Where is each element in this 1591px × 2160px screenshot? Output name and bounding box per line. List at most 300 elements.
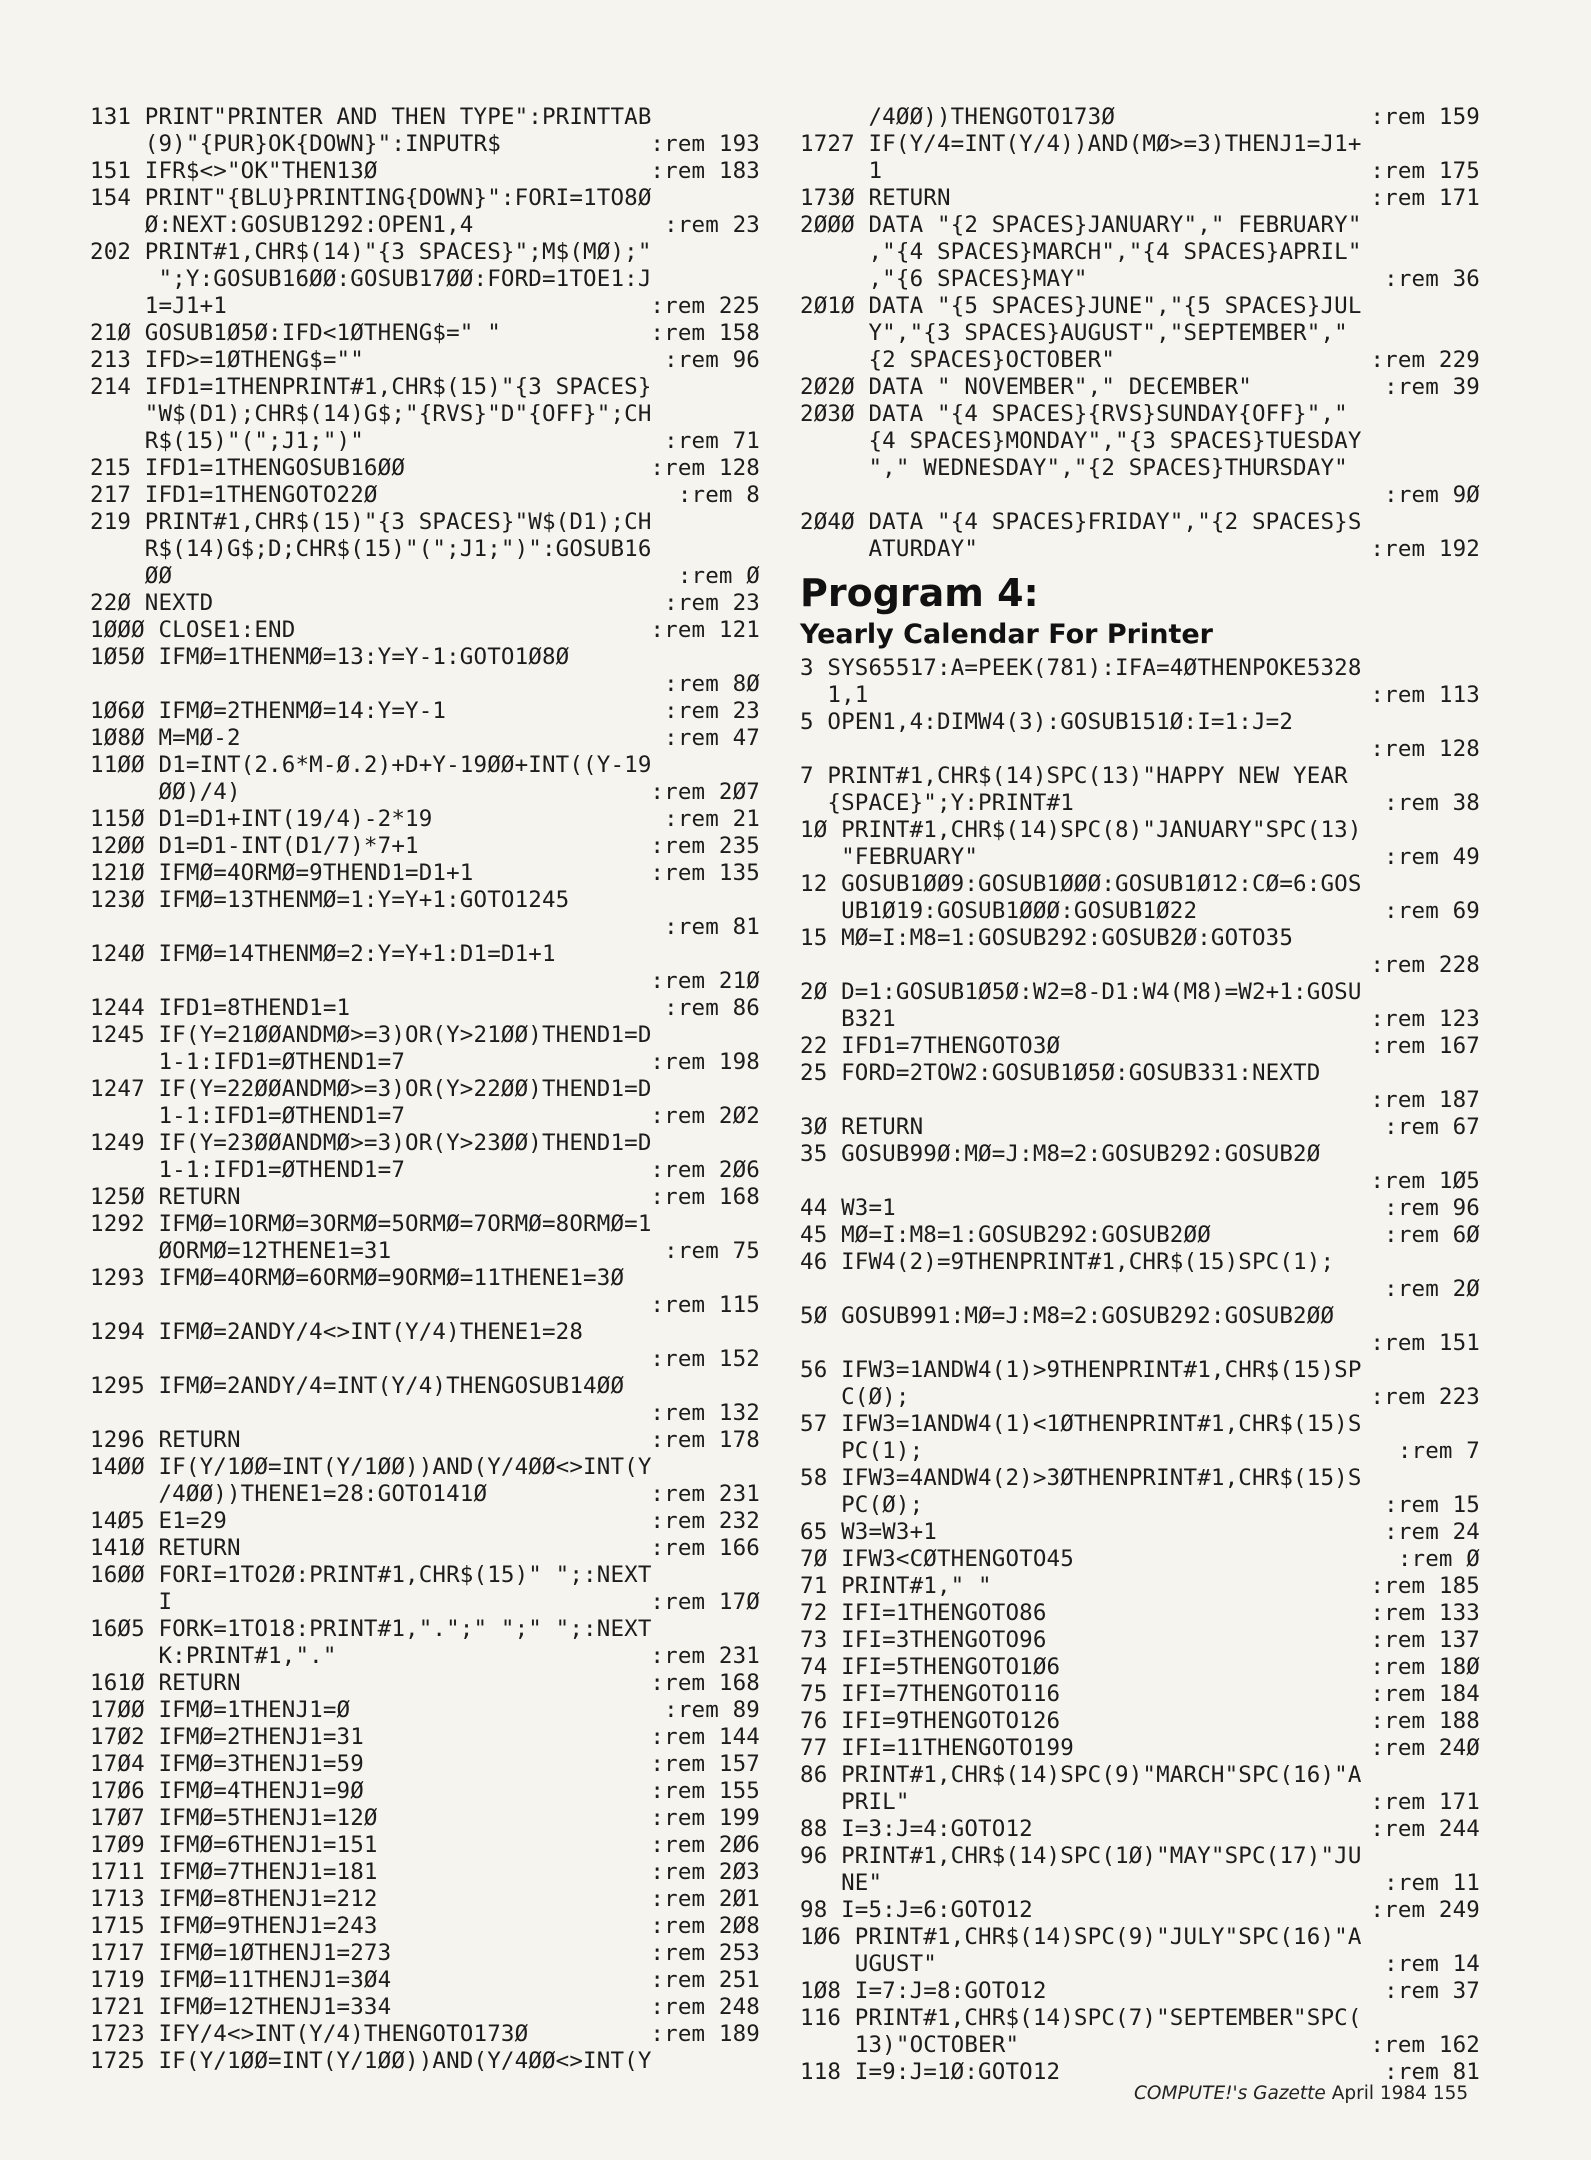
code-text: 115Ø D1=D1+INT(19/4)-2*19: [90, 806, 433, 832]
code-text: "FEBRUARY": [800, 844, 979, 870]
code-text: "W$(D1);CHR$(14)G$;"{RVS}"D"{OFF}";CH: [90, 401, 652, 427]
code-line: [800, 1897, 1480, 1924]
code-line: [90, 1859, 760, 1886]
code-line: [800, 1303, 1480, 1330]
code-line: [800, 1492, 1480, 1519]
code-text: 173Ø RETURN: [800, 185, 951, 211]
code-line: [800, 1006, 1480, 1033]
code-text: 215 IFD1=1THENGOSUB16ØØ: [90, 455, 406, 481]
code-line: [90, 374, 760, 401]
code-line: [800, 509, 1480, 536]
issue-date: April 1984: [1331, 2083, 1427, 2104]
code-line: [90, 1454, 760, 1481]
code-line: [90, 860, 760, 887]
code-text: ,"{4 SPACES}MARCH","{4 SPACES}APRIL": [800, 239, 1362, 265]
code-line: [800, 736, 1480, 763]
rem-checksum: :rem 8: [677, 482, 760, 508]
rem-checksum: :rem 244: [1370, 1816, 1480, 1842]
code-text: 5Ø GOSUB991:MØ=J:M8=2:GOSUB292:GOSUB2ØØ: [800, 1303, 1335, 1329]
code-line: [90, 1913, 760, 1940]
code-line: [90, 1697, 760, 1724]
code-line: [90, 131, 760, 158]
rem-checksum: :rem 225: [650, 293, 760, 319]
code-line: [90, 1643, 760, 1670]
rem-checksum: :rem 159: [1370, 104, 1480, 130]
code-line: [800, 709, 1480, 736]
code-line: [90, 536, 760, 563]
code-line: [90, 1427, 760, 1454]
code-line: [800, 266, 1480, 293]
code-text: 45 MØ=I:M8=1:GOSUB292:GOSUB2ØØ: [800, 1222, 1211, 1248]
code-text: ØØ)/4): [90, 779, 241, 805]
code-line: [800, 1546, 1480, 1573]
code-text: "," WEDNESDAY","{2 SPACES}THURSDAY": [800, 455, 1348, 481]
code-text: {2 SPACES}OCTOBER": [800, 347, 1116, 373]
rem-checksum: :rem 162: [1370, 2032, 1480, 2058]
rem-checksum: :rem 2Ø6: [650, 1157, 760, 1183]
code-line: [800, 212, 1480, 239]
rem-checksum: :rem 81: [664, 914, 760, 940]
program-heading: Program 4:: [800, 571, 1039, 615]
rem-checksum: :rem 113: [1370, 682, 1480, 708]
rem-checksum: :rem 2Ø6: [650, 1832, 760, 1858]
code-text: 71 PRINT#1," ": [800, 1573, 992, 1599]
rem-checksum: :rem 228: [1370, 952, 1480, 978]
rem-checksum: :rem 24Ø: [1370, 1735, 1480, 1761]
code-text: 123Ø IFMØ=13THENMØ=1:Y=Y+1:GOTO1245: [90, 887, 570, 913]
rem-checksum: :rem 144: [650, 1724, 760, 1750]
code-text: (9)"{PUR}OK{DOWN}":INPUTR$: [90, 131, 501, 157]
code-line: [800, 1141, 1480, 1168]
rem-checksum: :rem 185: [1370, 1573, 1480, 1599]
rem-checksum: :rem 7: [1397, 1438, 1480, 1464]
code-line: [800, 1249, 1480, 1276]
code-text: 15 MØ=I:M8=1:GOSUB292:GOSUB2Ø:GOTO35: [800, 925, 1294, 951]
code-line: [800, 1087, 1480, 1114]
code-line: [90, 671, 760, 698]
code-line: [90, 1886, 760, 1913]
code-text: 1ØØØ CLOSE1:END: [90, 617, 296, 643]
code-line: [90, 1508, 760, 1535]
code-line: [800, 763, 1480, 790]
code-text: 1721 IFMØ=12THENJ1=334: [90, 1994, 392, 2020]
code-text: 17Ø6 IFMØ=4THENJ1=9Ø: [90, 1778, 364, 1804]
rem-checksum: :rem 49: [1384, 844, 1480, 870]
code-text: Ø:NEXT:GOSUB1292:OPEN1,4: [90, 212, 474, 238]
code-text: R$(15)"(";J1;")": [90, 428, 364, 454]
code-text: 17ØØ IFMØ=1THENJ1=Ø: [90, 1697, 351, 1723]
rem-checksum: :rem 21: [664, 806, 760, 832]
code-text: 35 GOSUB99Ø:MØ=J:M8=2:GOSUB292:GOSUB2Ø: [800, 1141, 1321, 1167]
code-line: [90, 806, 760, 833]
code-text: 2Ø1Ø DATA "{5 SPACES}JUNE","{5 SPACES}JUL: [800, 293, 1362, 319]
rem-checksum: :rem 198: [650, 1049, 760, 1075]
program-subheading: Yearly Calendar For Printer: [800, 619, 1213, 650]
rem-checksum: :rem 67: [1384, 1114, 1480, 1140]
code-text: {4 SPACES}MONDAY","{3 SPACES}TUESDAY: [800, 428, 1362, 454]
rem-checksum: :rem 71: [664, 428, 760, 454]
code-line: [90, 698, 760, 725]
code-text: 16Ø5 FORK=1TO18:PRINT#1,".";" ";" ";:NEXT: [90, 1616, 652, 1642]
code-line: [800, 482, 1480, 509]
code-line: [90, 104, 760, 131]
code-line: [800, 817, 1480, 844]
rem-checksum: :rem 115: [650, 1292, 760, 1318]
code-line: [90, 941, 760, 968]
rem-checksum: :rem 231: [650, 1643, 760, 1669]
code-text: 213 IFD>=1ØTHENG$="": [90, 347, 364, 373]
code-line: [90, 266, 760, 293]
rem-checksum: :rem 231: [650, 1481, 760, 1507]
code-text: 2Ø2Ø DATA " NOVEMBER"," DECEMBER": [800, 374, 1252, 400]
code-text: 1293 IFMØ=4ORMØ=6ORMØ=9ORMØ=11THENE1=3Ø: [90, 1265, 625, 1291]
code-line: [800, 1411, 1480, 1438]
rem-checksum: :rem 6Ø: [1384, 1222, 1480, 1248]
code-text: UB1Ø19:GOSUB1ØØØ:GOSUB1Ø22: [800, 898, 1198, 924]
code-text: 11ØØ D1=INT(2.6*M-Ø.2)+D+Y-19ØØ+INT((Y-19: [90, 752, 652, 778]
code-text: 12 GOSUB1ØØ9:GOSUB1ØØØ:GOSUB1Ø12:CØ=6:GOS: [800, 871, 1362, 897]
code-text: 124Ø IFMØ=14THENMØ=2:Y=Y+1:D1=D1+1: [90, 941, 556, 967]
code-text: 98 I=5:J=6:GOTO12: [800, 1897, 1033, 1923]
rem-checksum: :rem 157: [650, 1751, 760, 1777]
code-line: [90, 239, 760, 266]
code-line: [800, 2032, 1480, 2059]
code-text: 12ØØ D1=D1-INT(D1/7)*7+1: [90, 833, 419, 859]
code-text: 22Ø NEXTD: [90, 590, 214, 616]
code-line: [800, 239, 1480, 266]
rem-checksum: :rem 232: [650, 1508, 760, 1534]
rem-checksum: :rem 168: [650, 1184, 760, 1210]
code-text: 7 PRINT#1,CHR$(14)SPC(13)"HAPPY NEW YEAR: [800, 763, 1348, 789]
left-code-column: [90, 104, 760, 2075]
code-line: [90, 563, 760, 590]
code-text: C(Ø);: [800, 1384, 910, 1410]
code-text: 217 IFD1=1THENGOTO22Ø: [90, 482, 378, 508]
rem-checksum: :rem 223: [1370, 1384, 1480, 1410]
code-text: 202 PRINT#1,CHR$(14)"{3 SPACES}";M$(MØ);": [90, 239, 652, 265]
code-text: 154 PRINT"{BLU}PRINTING{DOWN}":FORI=1TO8Ø: [90, 185, 652, 211]
code-line: [800, 925, 1480, 952]
code-text: ATURDAY": [800, 536, 979, 562]
code-line: [90, 1022, 760, 1049]
code-text: 72 IFI=1THENGOTO86: [800, 1600, 1047, 1626]
code-line: [800, 455, 1480, 482]
code-line: [800, 1519, 1480, 1546]
rem-checksum: :rem 38: [1384, 790, 1480, 816]
code-line: [800, 185, 1480, 212]
code-text: 125Ø RETURN: [90, 1184, 241, 1210]
code-text: 17Ø7 IFMØ=5THENJ1=12Ø: [90, 1805, 378, 1831]
code-line: [800, 1465, 1480, 1492]
code-line: [800, 871, 1480, 898]
code-text: 1: [800, 158, 883, 184]
code-text: 44 W3=1: [800, 1195, 896, 1221]
code-text: 57 IFW3=1ANDW4(1)<1ØTHENPRINT#1,CHR$(15)S: [800, 1411, 1362, 1437]
rem-checksum: :rem 175: [1370, 158, 1480, 184]
rem-checksum: :rem 178: [650, 1427, 760, 1453]
code-text: 1Ø6 PRINT#1,CHR$(14)SPC(9)"JULY"SPC(16)"A: [800, 1924, 1362, 1950]
rem-checksum: :rem 96: [1384, 1195, 1480, 1221]
rem-checksum: :rem 75: [664, 1238, 760, 1264]
code-text: 1719 IFMØ=11THENJ1=3Ø4: [90, 1967, 392, 1993]
code-text: Y","{3 SPACES}AUGUST","SEPTEMBER",": [800, 320, 1348, 346]
rem-checksum: :rem 2Ø2: [650, 1103, 760, 1129]
rem-checksum: :rem 193: [650, 131, 760, 157]
rem-checksum: :rem 8Ø: [664, 671, 760, 697]
code-text: 2Ø4Ø DATA "{4 SPACES}FRIDAY","{2 SPACES}S: [800, 509, 1362, 535]
code-line: [800, 1222, 1480, 1249]
rem-checksum: :rem 253: [650, 1940, 760, 1966]
code-text: 1247 IF(Y=22ØØANDMØ>=3)OR(Y>22ØØ)THEND1=D: [90, 1076, 652, 1102]
code-text: PC(Ø);: [800, 1492, 924, 1518]
code-text: ØØ: [90, 563, 173, 589]
rem-checksum: :rem 96: [664, 347, 760, 373]
rem-checksum: :rem 132: [650, 1400, 760, 1426]
code-text: 1727 IF(Y/4=INT(Y/4))AND(MØ>=3)THENJ1=J1+: [800, 131, 1362, 157]
code-text: 1Ø8 I=7:J=8:GOTO12: [800, 1978, 1047, 2004]
code-line: [90, 1751, 760, 1778]
code-line: [90, 1184, 760, 1211]
rem-checksum: :rem 2Ø8: [650, 1913, 760, 1939]
code-text: 77 IFI=11THENGOTO199: [800, 1735, 1074, 1761]
code-line: [90, 1832, 760, 1859]
rem-checksum: :rem 15: [1384, 1492, 1480, 1518]
rem-checksum: :rem 183: [650, 158, 760, 184]
rem-checksum: :rem 133: [1370, 1600, 1480, 1626]
code-text: 56 IFW3=1ANDW4(1)>9THENPRINT#1,CHR$(15)SP: [800, 1357, 1362, 1383]
code-line: [90, 1319, 760, 1346]
code-line: [800, 428, 1480, 455]
program-3-continuation: [800, 104, 1480, 563]
code-text: NE": [800, 1870, 883, 1896]
code-line: [90, 1400, 760, 1427]
rem-checksum: :rem 248: [650, 1994, 760, 2020]
code-text: 75 IFI=7THENGOTO116: [800, 1681, 1061, 1707]
code-line: [800, 536, 1480, 563]
rem-checksum: :rem 171: [1370, 185, 1480, 211]
code-text: 2ØØØ DATA "{2 SPACES}JANUARY"," FEBRUARY": [800, 212, 1362, 238]
code-text: 3Ø RETURN: [800, 1114, 924, 1140]
code-line: [90, 887, 760, 914]
code-text: ,"{6 SPACES}MAY": [800, 266, 1088, 292]
rem-checksum: :rem 135: [650, 860, 760, 886]
code-line: [90, 1562, 760, 1589]
code-text: 161Ø RETURN: [90, 1670, 241, 1696]
code-text: /4ØØ))THENGOTO173Ø: [800, 104, 1116, 130]
code-line: [90, 347, 760, 374]
code-line: [800, 1330, 1480, 1357]
code-text: 1-1:IFD1=ØTHEND1=7: [90, 1049, 406, 1075]
code-text: 1713 IFMØ=8THENJ1=212: [90, 1886, 378, 1912]
code-line: [90, 212, 760, 239]
rem-checksum: :rem 86: [664, 995, 760, 1021]
rem-checksum: :rem 189: [650, 2021, 760, 2047]
code-line: [90, 320, 760, 347]
rem-checksum: :rem 171: [1370, 1789, 1480, 1815]
code-line: [800, 1627, 1480, 1654]
rem-checksum: :rem 121: [650, 617, 760, 643]
code-line: [90, 2048, 760, 2075]
code-line: [800, 131, 1480, 158]
page-number: 155: [1432, 2083, 1469, 2104]
code-line: [800, 1816, 1480, 1843]
code-text: 1725 IF(Y/1ØØ=INT(Y/1ØØ))AND(Y/4ØØ<>INT(Y: [90, 2048, 652, 2074]
code-text: 5 OPEN1,4:DIMW4(3):GOSUB151Ø:I=1:J=2: [800, 709, 1294, 735]
code-line: [90, 1994, 760, 2021]
rem-checksum: :rem 36: [1384, 266, 1480, 292]
rem-checksum: :rem 251: [650, 1967, 760, 1993]
rem-checksum: :rem 123: [1370, 1006, 1480, 1032]
rem-checksum: :rem 47: [664, 725, 760, 751]
code-line: [90, 1670, 760, 1697]
code-text: 17Ø2 IFMØ=2THENJ1=31: [90, 1724, 364, 1750]
code-line: [90, 617, 760, 644]
code-line: [800, 1168, 1480, 1195]
code-text: 76 IFI=9THENGOTO126: [800, 1708, 1061, 1734]
code-text: 219 PRINT#1,CHR$(15)"{3 SPACES}"W$(D1);CH: [90, 509, 652, 535]
code-line: [90, 509, 760, 536]
program-4-listing: [800, 655, 1480, 2086]
code-line: [90, 401, 760, 428]
code-text: 74 IFI=5THENGOTO1Ø6: [800, 1654, 1061, 1680]
code-line: [90, 968, 760, 995]
code-text: 1292 IFMØ=1ORMØ=3ORMØ=5ORMØ=7ORMØ=8ORMØ=1: [90, 1211, 652, 1237]
code-line: [800, 158, 1480, 185]
code-line: [90, 1346, 760, 1373]
rem-checksum: :rem 23: [664, 590, 760, 616]
code-line: [90, 293, 760, 320]
code-line: [90, 1535, 760, 1562]
code-text: 1244 IFD1=8THEND1=1: [90, 995, 351, 1021]
code-text: I: [90, 1589, 173, 1615]
code-text: 14Ø5 E1=29: [90, 1508, 227, 1534]
right-code-column: [800, 104, 1480, 2086]
code-text: 65 W3=W3+1: [800, 1519, 937, 1545]
rem-checksum: :rem 192: [1370, 536, 1480, 562]
rem-checksum: :rem 2Ø1: [650, 1886, 760, 1912]
code-text: 2Ø D=1:GOSUB1Ø5Ø:W2=8-D1:W4(M8)=W2+1:GOSU: [800, 979, 1362, 1005]
code-text: 141Ø RETURN: [90, 1535, 241, 1561]
code-text: 25 FORD=2TOW2:GOSUB1Ø5Ø:GOSUB331:NEXTD: [800, 1060, 1321, 1086]
code-text: ØORMØ=12THENE1=31: [90, 1238, 392, 1264]
rem-checksum: :rem 21Ø: [650, 968, 760, 994]
magazine-name: COMPUTE!'s Gazette: [1134, 2083, 1326, 2104]
code-text: /4ØØ))THENE1=28:GOTO141Ø: [90, 1481, 488, 1507]
rem-checksum: :rem 184: [1370, 1681, 1480, 1707]
code-text: 1294 IFMØ=2ANDY/4<>INT(Y/4)THENE1=28: [90, 1319, 584, 1345]
code-text: 1723 IFY/4<>INT(Y/4)THENGOTO173Ø: [90, 2021, 529, 2047]
code-line: [800, 1276, 1480, 1303]
rem-checksum: :rem 2Ø7: [650, 779, 760, 805]
code-line: [90, 725, 760, 752]
code-line: [800, 1195, 1480, 1222]
code-line: [90, 1103, 760, 1130]
code-text: 1249 IF(Y=23ØØANDMØ>=3)OR(Y>23ØØ)THEND1=D: [90, 1130, 652, 1156]
rem-checksum: :rem 89: [664, 1697, 760, 1723]
code-line: [90, 914, 760, 941]
rem-checksum: :rem 188: [1370, 1708, 1480, 1734]
code-line: [90, 1211, 760, 1238]
code-text: 17Ø4 IFMØ=3THENJ1=59: [90, 1751, 364, 1777]
code-text: 1=J1+1: [90, 293, 227, 319]
code-line: [90, 1616, 760, 1643]
rem-checksum: :rem 187: [1370, 1087, 1480, 1113]
rem-checksum: :rem 167: [1370, 1033, 1480, 1059]
code-text: 96 PRINT#1,CHR$(14)SPC(1Ø)"MAY"SPC(17)"JU: [800, 1843, 1362, 1869]
code-line: [800, 347, 1480, 374]
code-line: [800, 1033, 1480, 1060]
code-line: [90, 1805, 760, 1832]
rem-checksum: :rem 152: [650, 1346, 760, 1372]
rem-checksum: :rem 158: [650, 320, 760, 346]
code-line: [90, 1130, 760, 1157]
code-line: [800, 1681, 1480, 1708]
rem-checksum: :rem 151: [1370, 1330, 1480, 1356]
code-line: [90, 1157, 760, 1184]
code-line: [90, 2021, 760, 2048]
code-text: 116 PRINT#1,CHR$(14)SPC(7)"SEPTEMBER"SPC(: [800, 2005, 1362, 2031]
code-line: [90, 1049, 760, 1076]
rem-checksum: :rem 128: [650, 455, 760, 481]
code-text: 1296 RETURN: [90, 1427, 241, 1453]
code-text: 1Ø5Ø IFMØ=1THENMØ=13:Y=Y-1:GOTO1Ø8Ø: [90, 644, 570, 670]
code-text: UGUST": [800, 1951, 937, 1977]
code-text: PC(1);: [800, 1438, 924, 1464]
code-text: 118 I=9:J=1Ø:GOTO12: [800, 2059, 1061, 2085]
code-line: [90, 590, 760, 617]
code-line: [800, 104, 1480, 131]
code-line: [90, 1967, 760, 1994]
code-line: [90, 158, 760, 185]
rem-checksum: :rem 2Ø: [1384, 1276, 1480, 1302]
rem-checksum: :rem 81: [1384, 2059, 1480, 2085]
code-line: [800, 1708, 1480, 1735]
code-line: [800, 1762, 1480, 1789]
code-line: [90, 455, 760, 482]
code-text: 86 PRINT#1,CHR$(14)SPC(9)"MARCH"SPC(16)"A: [800, 1762, 1362, 1788]
code-text: 14ØØ IF(Y/1ØØ=INT(Y/1ØØ))AND(Y/4ØØ<>INT(Y: [90, 1454, 652, 1480]
code-text: 1Ø8Ø M=MØ-2: [90, 725, 241, 751]
rem-checksum: :rem 229: [1370, 347, 1480, 373]
code-text: {SPACE}";Y:PRINT#1: [800, 790, 1074, 816]
code-text: ";Y:GOSUB16ØØ:GOSUB17ØØ:FORD=1TOE1:J: [90, 266, 652, 292]
code-text: 88 I=3:J=4:GOTO12: [800, 1816, 1033, 1842]
rem-checksum: :rem 155: [650, 1778, 760, 1804]
rem-checksum: :rem 128: [1370, 736, 1480, 762]
code-line: [800, 1384, 1480, 1411]
code-line: [800, 1843, 1480, 1870]
code-line: [90, 428, 760, 455]
code-line: [800, 682, 1480, 709]
code-text: 46 IFW4(2)=9THENPRINT#1,CHR$(15)SPC(1);: [800, 1249, 1335, 1275]
code-line: [90, 1481, 760, 1508]
code-line: [90, 752, 760, 779]
code-text: 121Ø IFMØ=4ORMØ=9THEND1=D1+1: [90, 860, 474, 886]
code-text: 1295 IFMØ=2ANDY/4=INT(Y/4)THENGOSUB14ØØ: [90, 1373, 625, 1399]
code-text: 22 IFD1=7THENGOTO3Ø: [800, 1033, 1061, 1059]
rem-checksum: :rem 235: [650, 833, 760, 859]
rem-checksum: :rem 166: [650, 1535, 760, 1561]
code-line: [800, 401, 1480, 428]
code-line: [800, 1735, 1480, 1762]
code-line: [800, 1924, 1480, 1951]
code-line: [90, 1076, 760, 1103]
code-line: [800, 1654, 1480, 1681]
rem-checksum: :rem 24: [1384, 1519, 1480, 1545]
code-text: 2Ø3Ø DATA "{4 SPACES}{RVS}SUNDAY{OFF}",": [800, 401, 1348, 427]
code-text: 3 SYS65517:A=PEEK(781):IFA=4ØTHENPOKE5328: [800, 655, 1362, 681]
code-text: 214 IFD1=1THENPRINT#1,CHR$(15)"{3 SPACES}: [90, 374, 652, 400]
